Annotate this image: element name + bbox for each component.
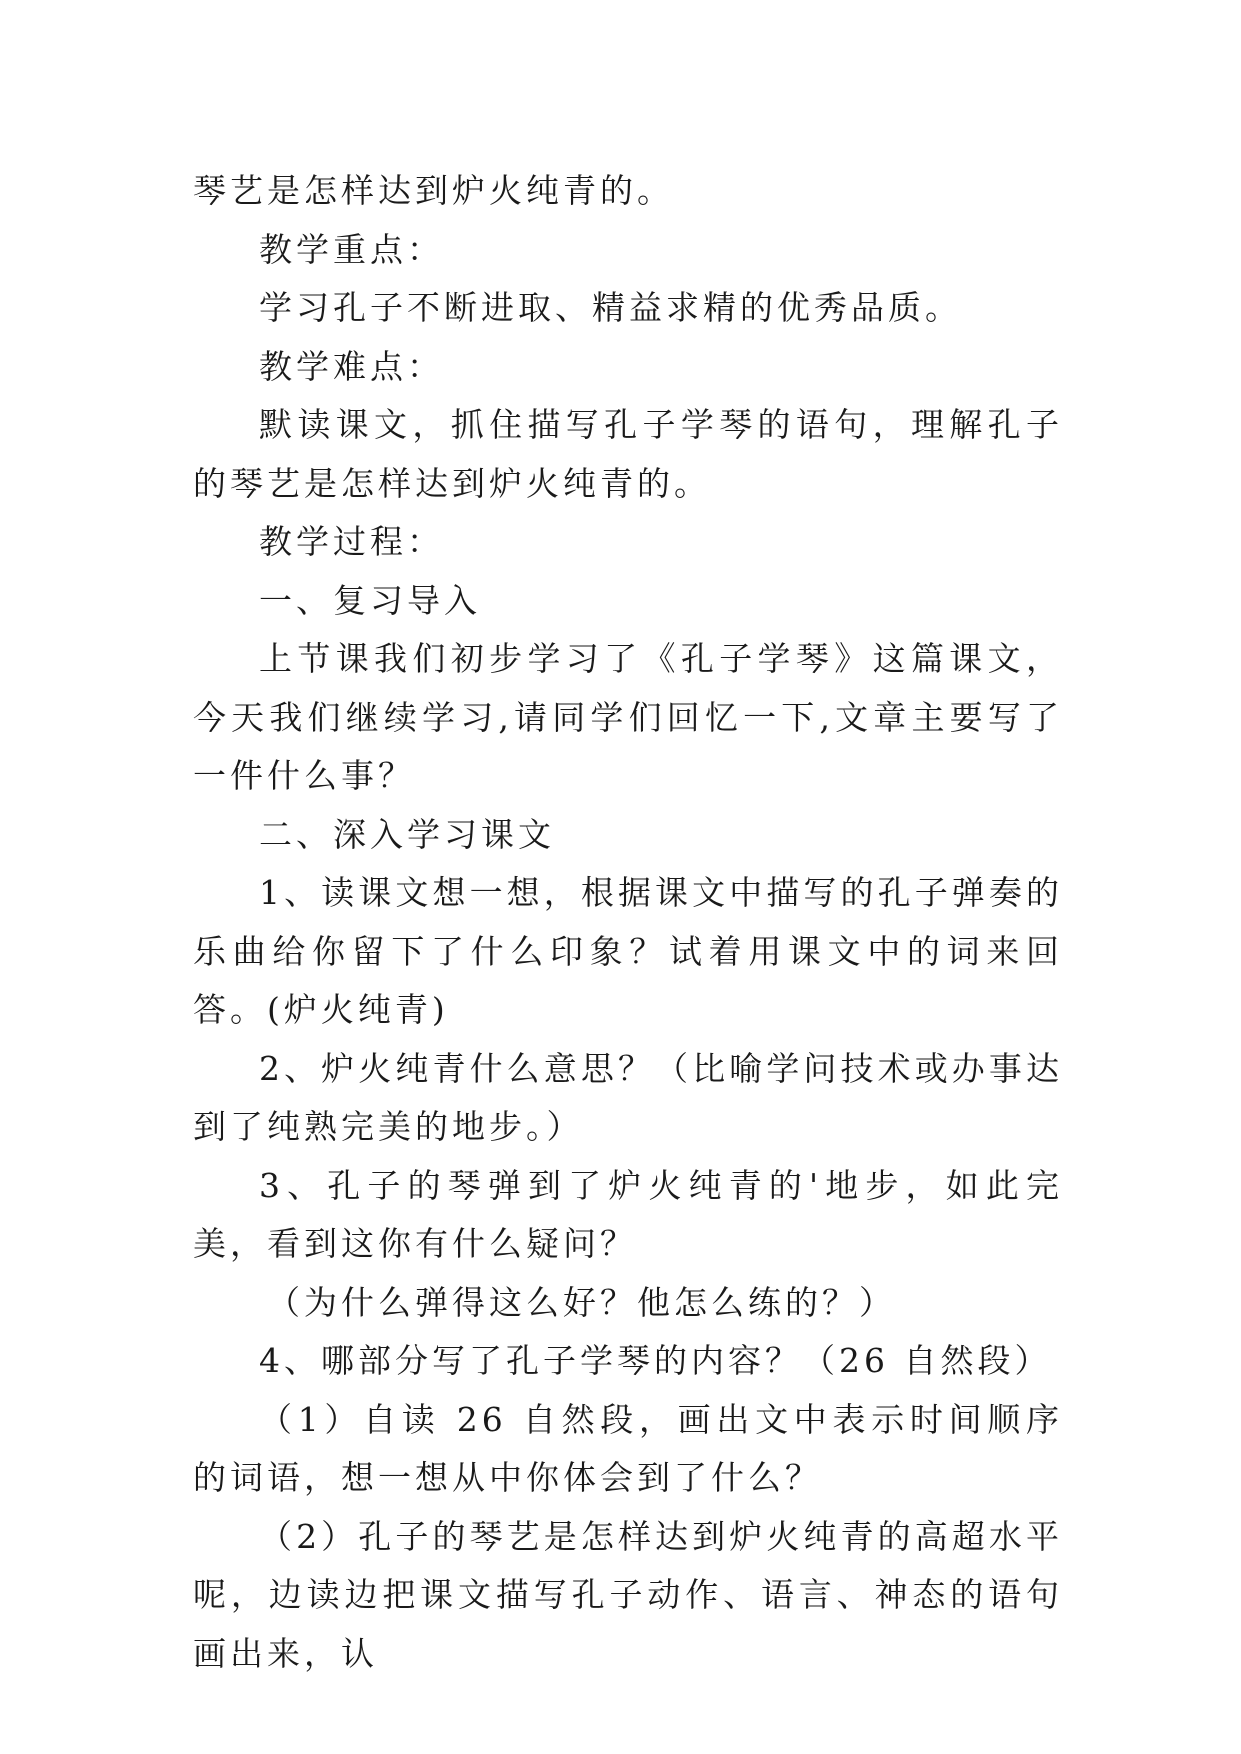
paragraph-item-3-answer: （为什么弹得这么好？他怎么练的？） (267, 1282, 896, 1322)
paragraph-item-1: 1、读课文想一想，根据课文中描写的孔子弹奏的乐曲给你留下了什么印象？试着用课文中的词来回答。(炉火纯青) (193, 873, 1063, 1029)
heading-teaching-focus: 教学重点： (259, 229, 444, 269)
heading-teaching-difficulty: 教学难点： (259, 346, 444, 386)
paragraph-item-4: 4、哪部分写了孔子学琴的内容？（26 自然段） (259, 1341, 1052, 1380)
section-heading-review: 一、复习导入 (259, 580, 481, 620)
paragraph-item-3: 3、孔子的琴弹到了炉火纯青的'地步，如此完美，看到这你有什么疑问？ (193, 1165, 1063, 1263)
paragraph-review-intro: 上节课我们初步学习了《孔子学琴》这篇课文，今天我们继续学习,请同学们回忆一下,文章主要写了一件什么事？ (193, 639, 1063, 795)
paragraph-subitem-2: （2）孔子的琴艺是怎样达到炉火纯青的高超水平呢，边读边把课文描写孔子动作、语言、神态的语句画出来，认 (193, 1516, 1063, 1673)
section-heading-deep-study: 二、深入学习课文 (259, 814, 555, 854)
paragraph-difficulty-content: 默读课文，抓住描写孔子学琴的语句，理解孔子的琴艺是怎样达到炉火纯青的。 (193, 405, 1063, 503)
document-body (193, 162, 1063, 1683)
paragraph-subitem-1: （1）自读 26 自然段，画出文中表示时间顺序的词语，想一想从中你体会到了什么？ (193, 1399, 1063, 1497)
heading-teaching-process: 教学过程： (259, 522, 444, 561)
paragraph-focus-content: 学习孔子不断进取、精益求精的优秀品质。 (259, 288, 962, 327)
paragraph-continuation: 琴艺是怎样达到炉火纯青的。 (193, 171, 674, 210)
paragraph-item-2: 2、炉火纯青什么意思？（比喻学问技术或办事达到了纯熟完美的地步。） (193, 1048, 1063, 1146)
